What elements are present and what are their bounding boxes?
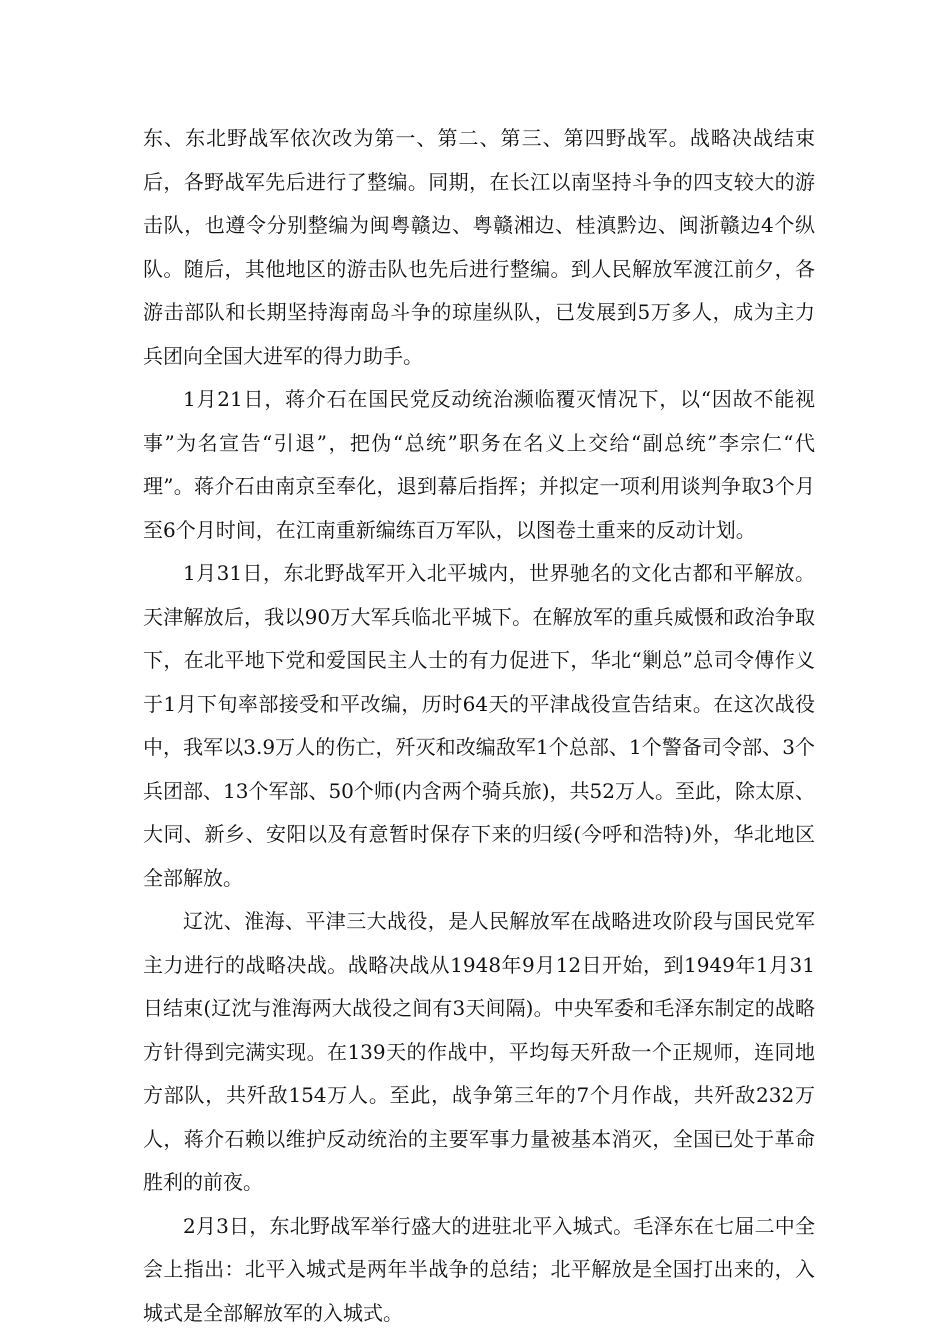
paragraph-feb-3: 2月3日，东北野战军举行盛大的进驻北平入城式。毛泽东在七届二中全会上指出：北平入城式是两年半战争的总结；北平解放是全国打出来的，入城式是全部解放军的入城式。 [143,1213,815,1325]
paragraph-jan-31: 1月31日，东北野战军开入北平城内，世界驰名的文化古都和平解放。天津解放后，我以90万大军兵临北平城下。在解放军的重兵威慑和政治争取下，在北平地下党和爱国民主人士的有力促进下，华北“剿总”总司令傅作义于1月下旬率部接受和平改编，历时64天的平津战役宣告结束。在这次战役中，我军以3.9万人的伤亡，歼灭和改编敌军1个总部、1个警备司令部、3个兵团部、13个军部、50个师(内含两个骑兵旅)，共52万人。至此，除太原、大同、新乡、安阳以及有意暂时保存下来的归绥(今呼和浩特)外，华北地区全部解放。 [143,561,815,890]
paragraph-three-campaigns: 辽沈、淮海、平津三大战役，是人民解放军在战略进攻阶段与国民党军主力进行的战略决战。战略决战从1948年9月12日开始，到1949年1月31日结束(辽沈与淮海两大战役之间有3天间隔)。中央军委和毛泽东制定的战略方针得到完满实现。在139天的作战中，平均每天歼敌一个正规师，连同地方部队，共歼敌154万人。至此，战争第三年的7个月作战，共歼敌232万人，蒋介石赖以维护反动统治的主要军事力量被基本消灭，全国已处于革命胜利的前夜。 [143,909,815,1194]
document-body [143,117,815,1335]
paragraph-continuation: 东、东北野战军依次改为第一、第二、第三、第四野战军。战略决战结束后，各野战军先后进行了整编。同期，在长江以南坚持斗争的四支较大的游击队，也遵令分别整编为闽粤赣边、粤赣湘边、桂滇黔边、闽浙赣边4个纵队。随后，其他地区的游击队也先后进行整编。到人民解放军渡江前夕，各游击部队和长期坚持海南岛斗争的琼崖纵队，已发展到5万多人，成为主力兵团向全国大进军的得力助手。 [143,126,815,368]
paragraph-jan-21: 1月21日，蒋介石在国民党反动统治濒临覆灭情况下，以“因故不能视事”为名宣告“引退”，把伪“总统”职务在名义上交给“副总统”李宗仁“代理”。蒋介石由南京至奉化，退到幕后指挥；并拟定一项利用谈判争取3个月至6个月时间，在江南重新编练百万军队，以图卷土重来的反动计划。 [143,387,815,542]
